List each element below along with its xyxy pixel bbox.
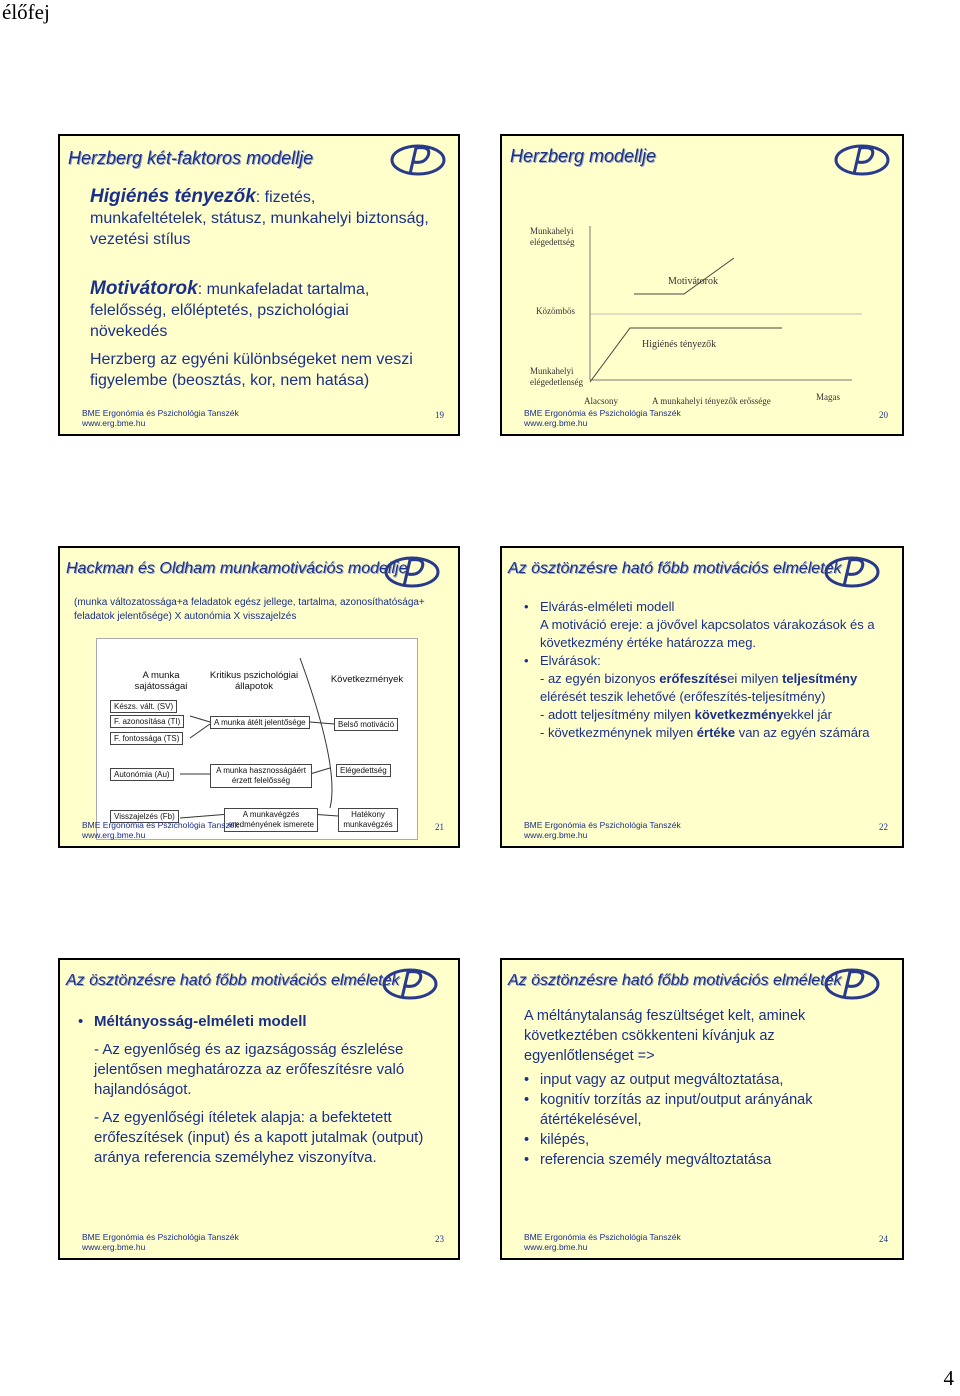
slide-footer: BME Ergonómia és Pszichológia Tanszék www.erg.bme.hu	[524, 408, 681, 428]
box-autonomy: Autonómia (Au)	[110, 768, 174, 781]
inequity-intro: A méltánytalanság feszültséget kelt, aminek következtében csökkenteni kívánjuk az egyenlőtlenséget =>	[524, 1008, 806, 1064]
box-experienced-responsibility: A munka hasznosságáért érzett felelősség	[210, 764, 312, 788]
slide-title: Az ösztönzésre ható főbb motivációs elméletek	[66, 972, 400, 989]
slide-title: Az ösztönzésre ható főbb motivációs elméletek	[508, 972, 842, 989]
individual-differences-paragraph: Herzberg az egyéni különbségeket nem veszi figyelembe (beosztás, kor, nem hatása)	[90, 351, 413, 389]
list-item: • input vagy az output megváltoztatása,	[524, 1070, 884, 1090]
y-label-top: Munkahelyi elégedettség	[530, 226, 575, 247]
box-task-identity: F. azonosítása (TI)	[110, 715, 184, 728]
logo-icon	[822, 552, 882, 592]
slide-footer: BME Ergonómia és Pszichológia Tanszék www.erg.bme.hu	[524, 820, 681, 840]
slide-title: Herzberg modellje	[510, 146, 657, 166]
slide-title: Hackman és Oldham munkamotivációs modellje	[66, 560, 408, 577]
list-item: • Elvárás-elméleti modell A motiváció ereje: a jövővel kapcsolatos várakozások és a következmény értéke határozza meg.	[524, 598, 896, 652]
logo-icon	[380, 964, 440, 1004]
logo-icon	[388, 140, 448, 180]
box-internal-motivation: Belső motiváció	[334, 718, 398, 731]
list-item: • kognitív torzítás az input/output arányának átértékelésével,	[524, 1090, 884, 1130]
x-label-low: Alacsony	[584, 396, 618, 406]
model-arrows	[60, 548, 460, 848]
logo-icon	[822, 964, 882, 1004]
slide-21	[58, 546, 460, 848]
box-satisfaction: Elégedettség	[336, 764, 391, 777]
slide-number: 23	[435, 1234, 444, 1244]
box-skill-variety: Készs. vált. (SV)	[110, 700, 177, 713]
slide-footer: BME Ergonómia és Pszichológia Tanszék www.erg.bme.hu	[82, 820, 239, 840]
slide-title: Az ösztönzésre ható főbb motivációs elméletek	[508, 560, 842, 577]
slide-footer: BME Ergonómia és Pszichológia Tanszék www.erg.bme.hu	[82, 1232, 239, 1252]
equity-list	[78, 1012, 438, 1168]
column-header-outcomes: Következmények	[330, 674, 404, 685]
line-label-hygiene: Higiénés tényezők	[642, 339, 717, 350]
list-item: • kilépés,	[524, 1130, 884, 1150]
column-header-psych-states: Kritikus pszichológiai állapotok	[209, 670, 299, 692]
x-axis-label: A munkahelyi tényezők erőssége	[652, 396, 771, 406]
slide-footer: BME Ergonómia és Pszichológia Tanszék www.erg.bme.hu	[524, 1232, 681, 1252]
page-number: 4	[943, 1366, 954, 1390]
slide-22	[500, 546, 904, 848]
box-experienced-meaningfulness: A munka átélt jelentősége	[210, 716, 310, 729]
formula-text: (munka változatossága+a feladatok egész jellege, tartalma, azonosíthatósága+ feladatok jelentősége) X autonómia X visszajelzés	[74, 597, 425, 622]
slide-number: 19	[435, 410, 444, 420]
y-label-bottom: Munkahelyi elégedetlenség	[530, 366, 583, 387]
expectancy-list	[524, 598, 896, 742]
box-task-significance: F. fontossága (TS)	[110, 732, 183, 745]
list-item: • referencia személy megváltoztatása	[524, 1150, 884, 1170]
box-knowledge-of-results: A munkavégzés eredményének ismerete	[224, 808, 318, 832]
hygiene-paragraph: Higiénés tényezők: fizetés, munkafeltételek, státusz, munkahelyi biztonság, vezetési stílus	[90, 186, 429, 248]
box-effective-performance: Hatékony munkavégzés	[338, 808, 398, 832]
x-label-high: Magas	[816, 392, 840, 402]
slide-23	[58, 958, 460, 1260]
slide-title: Herzberg két-faktoros modellje	[68, 148, 314, 168]
y-label-middle: Közömbös	[536, 306, 575, 316]
slide-24	[500, 958, 904, 1260]
slide-number: 24	[879, 1234, 888, 1244]
list-item: • Méltányosság-elméleti modell - Az egyenlőség és az igazságosság észlelése jelentősen meghatározza az erőfeszítésre való hajlandóságot. - Az egyenlőségi ítéletek alapja: a befektetett erőfeszítések (input) és a kapott jutalmak (output) aránya referencia személyhez viszonyítva.	[78, 1012, 438, 1168]
slide-19	[58, 134, 460, 436]
slide-number: 21	[435, 822, 444, 832]
slide-20	[500, 134, 904, 436]
slide-footer: BME Ergonómia és Pszichológia Tanszék www.erg.bme.hu	[82, 408, 239, 428]
line-label-motivators: Motivátorok	[668, 276, 718, 287]
inequity-responses-list	[524, 1070, 884, 1170]
box-feedback: Visszajelzés (Fb)	[110, 810, 179, 823]
column-header-job-characteristics: A munka sajátosságai	[134, 670, 188, 692]
slide-number: 22	[879, 822, 888, 832]
page-header: élőfej	[2, 0, 50, 24]
motivators-paragraph: Motivátorok: munkafeladat tartalma, felelősség, előléptetés, pszichológiai növekedés	[90, 278, 370, 340]
slide-number: 20	[879, 410, 888, 420]
list-item: • Elvárások: - az egyén bizonyos erőfeszítései milyen teljesítmény elérését teszik lehetővé (erőfeszítés-teljesítmény) - adott teljesítmény milyen következményekkel jár - következménynek milyen értéke van az egyén számára	[524, 652, 896, 742]
